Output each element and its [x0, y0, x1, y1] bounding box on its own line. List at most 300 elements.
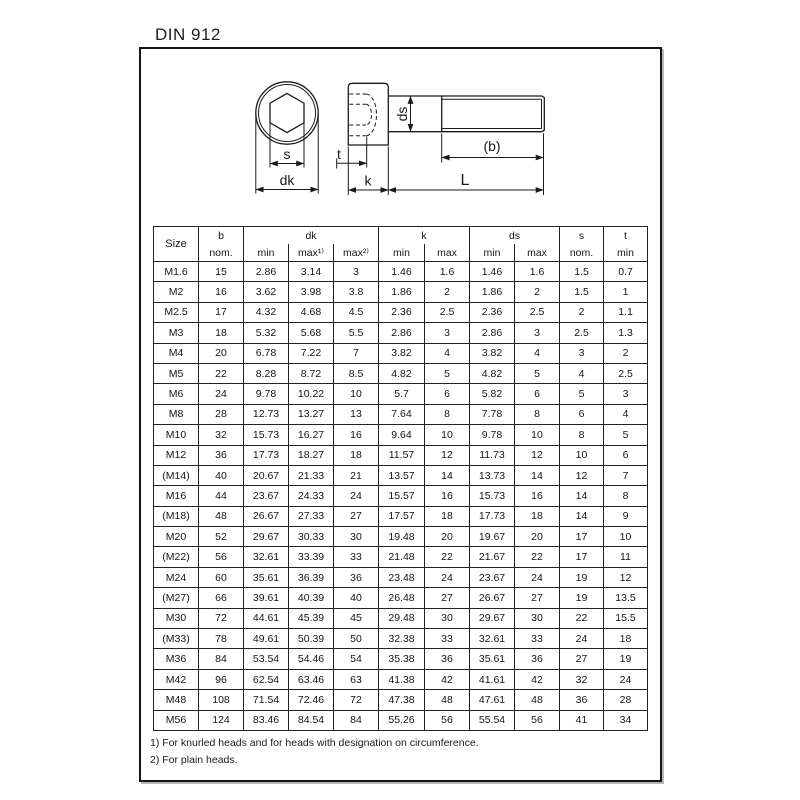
subheader-k-max: max — [425, 244, 470, 262]
cell-value: 33.39 — [289, 547, 334, 567]
cell-value: 1.6 — [515, 262, 560, 282]
cell-value: 5.5 — [334, 323, 379, 343]
cell-value: 63 — [334, 669, 379, 689]
subheader-s-nom: nom. — [560, 244, 604, 262]
cell-value: 35.61 — [244, 567, 289, 587]
cell-value: 20 — [425, 527, 470, 547]
cell-value: 1.3 — [604, 323, 648, 343]
cell-value: 10 — [425, 425, 470, 445]
cell-value: 2.86 — [379, 323, 425, 343]
cell-value: 21.67 — [470, 547, 515, 567]
cell-value: 11.57 — [379, 445, 425, 465]
cell-value: 40 — [199, 465, 244, 485]
cell-value: 15.73 — [244, 425, 289, 445]
cell-value: 7.64 — [379, 404, 425, 424]
table-row — [154, 547, 648, 567]
cell-value: 16 — [334, 425, 379, 445]
cell-value: 13.73 — [470, 465, 515, 485]
cell-value: 8 — [560, 425, 604, 445]
cell-value: 16.27 — [289, 425, 334, 445]
cell-value: 19 — [604, 649, 648, 669]
cell-value: 27 — [560, 649, 604, 669]
cell-value: 22 — [515, 547, 560, 567]
cell-size: M6 — [154, 384, 199, 404]
cell-value: 24 — [334, 486, 379, 506]
cell-value: 2.5 — [515, 302, 560, 322]
cell-value: 9.78 — [244, 384, 289, 404]
cell-value: 14 — [560, 486, 604, 506]
cell-value: 12 — [604, 567, 648, 587]
cell-value: 4.82 — [470, 363, 515, 383]
cell-value: 32.61 — [244, 547, 289, 567]
cell-size: M2.5 — [154, 302, 199, 322]
table-body — [154, 262, 648, 731]
cell-value: 4.32 — [244, 302, 289, 322]
col-header-size: Size — [154, 227, 199, 262]
cell-value: 1.46 — [379, 262, 425, 282]
cell-value: 32.38 — [379, 629, 425, 649]
cell-value: 15.57 — [379, 486, 425, 506]
cell-value: 27 — [425, 588, 470, 608]
cell-value: 56 — [515, 710, 560, 730]
cell-value: 26.67 — [470, 588, 515, 608]
cell-value: 3.8 — [334, 282, 379, 302]
cell-value: 7.22 — [289, 343, 334, 363]
table-row — [154, 262, 648, 282]
cell-value: 18 — [334, 445, 379, 465]
table-row — [154, 608, 648, 628]
cell-value: 2 — [604, 343, 648, 363]
cell-value: 3.98 — [289, 282, 334, 302]
cell-value: 41.61 — [470, 669, 515, 689]
table-row — [154, 669, 648, 689]
cell-value: 20 — [515, 527, 560, 547]
cell-value: 4.68 — [289, 302, 334, 322]
cell-value: 27.33 — [289, 506, 334, 526]
cell-value: 9.78 — [470, 425, 515, 445]
cell-value: 30.33 — [289, 527, 334, 547]
dim-label-s: s — [283, 146, 291, 162]
footnote-1: 1) For knurled heads and for heads with designation on circumference. — [150, 737, 479, 749]
cell-value: 3.82 — [379, 343, 425, 363]
subheader-k-min: min — [379, 244, 425, 262]
cell-value: 3.62 — [244, 282, 289, 302]
table-row — [154, 588, 648, 608]
cell-value: 18.27 — [289, 445, 334, 465]
cell-size: (M33) — [154, 629, 199, 649]
cell-value: 8.28 — [244, 363, 289, 383]
cell-size: M1.6 — [154, 262, 199, 282]
cell-size: M2 — [154, 282, 199, 302]
cell-value: 36.39 — [289, 567, 334, 587]
cell-value: 22 — [199, 363, 244, 383]
cell-value: 50.39 — [289, 629, 334, 649]
subheader-dk-min: min — [244, 244, 289, 262]
cell-value: 20.67 — [244, 465, 289, 485]
cell-value: 17 — [560, 527, 604, 547]
cell-value: 12 — [515, 445, 560, 465]
cell-value: 9.64 — [379, 425, 425, 445]
cell-value: 24 — [425, 567, 470, 587]
cell-value: 27 — [334, 506, 379, 526]
cell-value: 5 — [560, 384, 604, 404]
cell-value: 2 — [515, 282, 560, 302]
cell-value: 9 — [604, 506, 648, 526]
cell-value: 2.5 — [604, 363, 648, 383]
table-row — [154, 323, 648, 343]
cell-value: 2 — [425, 282, 470, 302]
table-row — [154, 486, 648, 506]
cell-value: 15.73 — [470, 486, 515, 506]
cell-size: M42 — [154, 669, 199, 689]
cell-size: M30 — [154, 608, 199, 628]
cell-value: 1.5 — [560, 282, 604, 302]
cell-value: 24.33 — [289, 486, 334, 506]
cell-value: 29.67 — [470, 608, 515, 628]
col-group-b: b — [199, 227, 244, 245]
cell-value: 17.57 — [379, 506, 425, 526]
cell-value: 8 — [425, 404, 470, 424]
cell-value: 26.48 — [379, 588, 425, 608]
cell-value: 6 — [425, 384, 470, 404]
cell-value: 17.73 — [470, 506, 515, 526]
cell-value: 3 — [604, 384, 648, 404]
cell-value: 5 — [604, 425, 648, 445]
cell-value: 56 — [425, 710, 470, 730]
cell-size: M36 — [154, 649, 199, 669]
cell-value: 62.54 — [244, 669, 289, 689]
cell-value: 19.67 — [470, 527, 515, 547]
cell-value: 72 — [334, 690, 379, 710]
cell-value: 11.73 — [470, 445, 515, 465]
cell-value: 5 — [515, 363, 560, 383]
cell-value: 3 — [515, 323, 560, 343]
cell-value: 3.82 — [470, 343, 515, 363]
cell-value: 19 — [560, 588, 604, 608]
cell-size: M5 — [154, 363, 199, 383]
cell-value: 1.5 — [560, 262, 604, 282]
cell-value: 12 — [425, 445, 470, 465]
cell-value: 60 — [199, 567, 244, 587]
cell-value: 33 — [425, 629, 470, 649]
table-row — [154, 363, 648, 383]
cell-value: 5.82 — [470, 384, 515, 404]
cell-value: 4 — [560, 363, 604, 383]
cell-value: 33 — [515, 629, 560, 649]
cell-value: 2.36 — [379, 302, 425, 322]
cell-value: 36 — [334, 567, 379, 587]
cell-value: 7 — [334, 343, 379, 363]
cell-value: 23.48 — [379, 567, 425, 587]
cell-value: 18 — [604, 629, 648, 649]
cell-value: 5.68 — [289, 323, 334, 343]
cell-value: 32 — [199, 425, 244, 445]
cell-value: 22 — [425, 547, 470, 567]
table-row — [154, 690, 648, 710]
cell-size: M4 — [154, 343, 199, 363]
cell-value: 48 — [515, 690, 560, 710]
cell-value: 55.26 — [379, 710, 425, 730]
cell-value: 71.54 — [244, 690, 289, 710]
cell-value: 36 — [425, 649, 470, 669]
cell-value: 36 — [560, 690, 604, 710]
cell-value: 44.61 — [244, 608, 289, 628]
cell-value: 8 — [604, 486, 648, 506]
cell-value: 21.33 — [289, 465, 334, 485]
table-row — [154, 404, 648, 424]
cell-value: 19 — [560, 567, 604, 587]
cell-value: 41.38 — [379, 669, 425, 689]
cell-value: 83.46 — [244, 710, 289, 730]
table-row — [154, 465, 648, 485]
cell-value: 15 — [199, 262, 244, 282]
table-row — [154, 425, 648, 445]
cell-value: 4.82 — [379, 363, 425, 383]
cell-value: 36 — [199, 445, 244, 465]
cell-value: 48 — [199, 506, 244, 526]
cell-value: 1.86 — [379, 282, 425, 302]
cell-value: 2.86 — [470, 323, 515, 343]
table-row — [154, 302, 648, 322]
cell-value: 49.61 — [244, 629, 289, 649]
cell-value: 13 — [334, 404, 379, 424]
cell-value: 21.48 — [379, 547, 425, 567]
cell-size: M3 — [154, 323, 199, 343]
cell-value: 2.36 — [470, 302, 515, 322]
table-row — [154, 629, 648, 649]
table-row — [154, 567, 648, 587]
cell-value: 72.46 — [289, 690, 334, 710]
cell-value: 41 — [560, 710, 604, 730]
col-group-ds: ds — [470, 227, 560, 245]
cell-value: 63.46 — [289, 669, 334, 689]
cell-value: 44 — [199, 486, 244, 506]
cell-value: 17 — [560, 547, 604, 567]
cell-value: 6 — [515, 384, 560, 404]
cell-value: 40.39 — [289, 588, 334, 608]
cell-size: (M14) — [154, 465, 199, 485]
cell-value: 42 — [515, 669, 560, 689]
cell-value: 72 — [199, 608, 244, 628]
cell-value: 2 — [560, 302, 604, 322]
cell-value: 23.67 — [470, 567, 515, 587]
table-row — [154, 506, 648, 526]
cell-value: 54 — [334, 649, 379, 669]
cell-value: 19.48 — [379, 527, 425, 547]
cell-value: 30 — [334, 527, 379, 547]
cell-value: 28 — [199, 404, 244, 424]
cell-value: 17.73 — [244, 445, 289, 465]
cell-value: 1 — [604, 282, 648, 302]
subheader-t-min: min — [604, 244, 648, 262]
cell-value: 6 — [560, 404, 604, 424]
cell-value: 29.67 — [244, 527, 289, 547]
cell-value: 4 — [515, 343, 560, 363]
cell-value: 14 — [560, 506, 604, 526]
cell-value: 6 — [604, 445, 648, 465]
cell-size: (M27) — [154, 588, 199, 608]
cell-value: 35.38 — [379, 649, 425, 669]
cell-value: 47.61 — [470, 690, 515, 710]
dim-label-ds: ds — [394, 106, 410, 122]
cell-value: 1.6 — [425, 262, 470, 282]
cell-size: (M22) — [154, 547, 199, 567]
cell-value: 34 — [604, 710, 648, 730]
cell-size: M48 — [154, 690, 199, 710]
cell-value: 16 — [515, 486, 560, 506]
table-row — [154, 649, 648, 669]
footnote-2: 2) For plain heads. — [150, 754, 238, 766]
cell-value: 66 — [199, 588, 244, 608]
cell-value: 11 — [604, 547, 648, 567]
cell-value: 10 — [515, 425, 560, 445]
cell-value: 24 — [515, 567, 560, 587]
cell-value: 8 — [515, 404, 560, 424]
cell-value: 52 — [199, 527, 244, 547]
cell-value: 2.86 — [244, 262, 289, 282]
cell-value: 21 — [334, 465, 379, 485]
cell-value: 45 — [334, 608, 379, 628]
cell-value: 84 — [334, 710, 379, 730]
cell-value: 40 — [334, 588, 379, 608]
cell-value: 108 — [199, 690, 244, 710]
cell-size: M16 — [154, 486, 199, 506]
cell-value: 45.39 — [289, 608, 334, 628]
subheader-dk-max1: max¹⁾ — [289, 244, 334, 262]
col-group-dk: dk — [244, 227, 379, 245]
dim-label-L: L — [460, 172, 470, 189]
cell-value: 16 — [199, 282, 244, 302]
cell-value: 3.14 — [289, 262, 334, 282]
cell-value: 24 — [604, 669, 648, 689]
cell-value: 8.72 — [289, 363, 334, 383]
subheader-ds-min: min — [470, 244, 515, 262]
cell-value: 28 — [604, 690, 648, 710]
cell-value: 13.57 — [379, 465, 425, 485]
col-group-k: k — [379, 227, 470, 245]
cell-value: 17 — [199, 302, 244, 322]
cell-value: 4 — [604, 404, 648, 424]
dim-label-k: k — [364, 172, 372, 189]
cell-value: 12.73 — [244, 404, 289, 424]
cell-value: 16 — [425, 486, 470, 506]
cell-value: 30 — [425, 608, 470, 628]
table-row — [154, 384, 648, 404]
cell-value: 20 — [199, 343, 244, 363]
cell-value: 7 — [604, 465, 648, 485]
cell-value: 10.22 — [289, 384, 334, 404]
cell-size: M24 — [154, 567, 199, 587]
cell-value: 29.48 — [379, 608, 425, 628]
cell-value: 10 — [334, 384, 379, 404]
cell-value: 124 — [199, 710, 244, 730]
cell-value: 6.78 — [244, 343, 289, 363]
cell-value: 3 — [560, 343, 604, 363]
cell-value: 32.61 — [470, 629, 515, 649]
cell-size: M8 — [154, 404, 199, 424]
cell-value: 13.5 — [604, 588, 648, 608]
cell-value: 18 — [515, 506, 560, 526]
cell-value: 4.5 — [334, 302, 379, 322]
cell-value: 96 — [199, 669, 244, 689]
cell-value: 18 — [199, 323, 244, 343]
cell-value: 3 — [334, 262, 379, 282]
cell-value: 35.61 — [470, 649, 515, 669]
cell-size: (M18) — [154, 506, 199, 526]
cell-value: 22 — [560, 608, 604, 628]
cell-value: 27 — [515, 588, 560, 608]
cell-value: 24 — [199, 384, 244, 404]
cell-value: 5.7 — [379, 384, 425, 404]
subheader-ds-max: max — [515, 244, 560, 262]
col-group-s: s — [560, 227, 604, 245]
cell-value: 23.67 — [244, 486, 289, 506]
cell-value: 2.5 — [425, 302, 470, 322]
page-title: DIN 912 — [155, 25, 221, 44]
cell-value: 10 — [604, 527, 648, 547]
table-row — [154, 710, 648, 730]
table-row — [154, 527, 648, 547]
cell-value: 39.61 — [244, 588, 289, 608]
cell-value: 5.32 — [244, 323, 289, 343]
cell-value: 42 — [425, 669, 470, 689]
cell-size: M10 — [154, 425, 199, 445]
cell-value: 1.46 — [470, 262, 515, 282]
cell-value: 7.78 — [470, 404, 515, 424]
cell-value: 3 — [425, 323, 470, 343]
cell-value: 15.5 — [604, 608, 648, 628]
dim-label-t: t — [337, 146, 341, 162]
cell-value: 12 — [560, 465, 604, 485]
cell-value: 14 — [515, 465, 560, 485]
cell-size: M12 — [154, 445, 199, 465]
dim-label-b: (b) — [483, 138, 501, 154]
cell-size: M56 — [154, 710, 199, 730]
cell-value: 53.54 — [244, 649, 289, 669]
col-group-t: t — [604, 227, 648, 245]
cell-value: 36 — [515, 649, 560, 669]
table-row — [154, 445, 648, 465]
cell-value: 84.54 — [289, 710, 334, 730]
cell-value: 55.54 — [470, 710, 515, 730]
cell-value: 50 — [334, 629, 379, 649]
cell-value: 10 — [560, 445, 604, 465]
cell-value: 56 — [199, 547, 244, 567]
cell-value: 47.38 — [379, 690, 425, 710]
cell-value: 1.86 — [470, 282, 515, 302]
dim-label-dk: dk — [279, 172, 295, 188]
cell-value: 14 — [425, 465, 470, 485]
cell-value: 33 — [334, 547, 379, 567]
cell-size: M20 — [154, 527, 199, 547]
cell-value: 48 — [425, 690, 470, 710]
table-row — [154, 282, 648, 302]
subheader-dk-max2: max²⁾ — [334, 244, 379, 262]
cell-value: 54.46 — [289, 649, 334, 669]
cell-value: 32 — [560, 669, 604, 689]
cell-value: 2.5 — [560, 323, 604, 343]
cell-value: 8.5 — [334, 363, 379, 383]
cell-value: 84 — [199, 649, 244, 669]
cell-value: 13.27 — [289, 404, 334, 424]
cell-value: 4 — [425, 343, 470, 363]
subheader-b-nom: nom. — [199, 244, 244, 262]
cell-value: 5 — [425, 363, 470, 383]
cell-value: 18 — [425, 506, 470, 526]
cell-value: 30 — [515, 608, 560, 628]
dimension-table — [153, 226, 648, 731]
cell-value: 0.7 — [604, 262, 648, 282]
